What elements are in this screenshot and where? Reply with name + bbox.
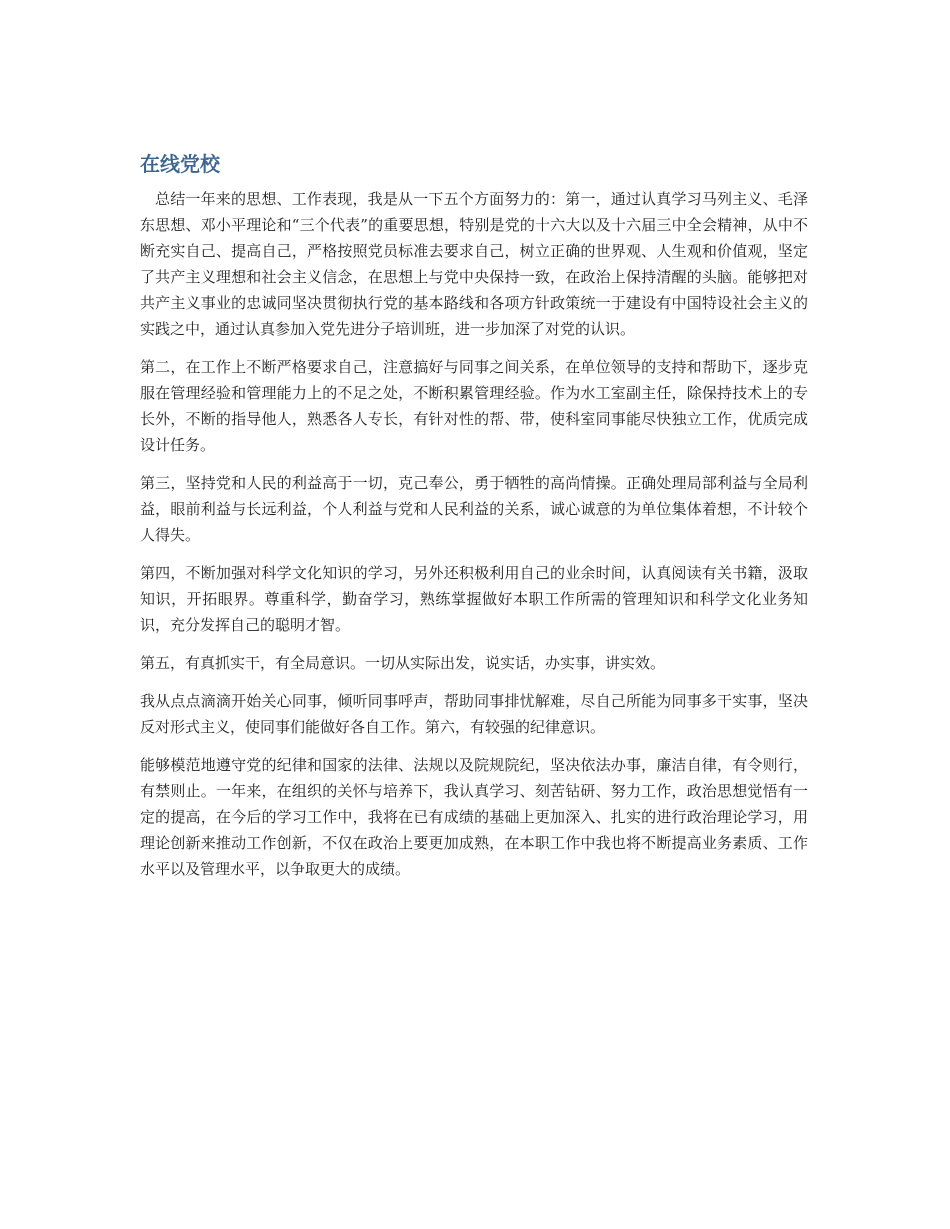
paragraph-2: 第二，在工作上不断严格要求自己，注意搞好与同事之间关系，在单位领导的支持和帮助下，逐步克服在管理经验和管理能力上的不足之处，不断积累管理经验。作为水工室副主任，除保持技术上的专长外，不断的指导他人，熟悉各人专长，有针对性的帮、带，使科室同事能尽快独立工作，优质完成设计任务。	[140, 358, 808, 454]
paragraph-6: 我从点点滴滴开始关心同事，倾听同事呼声，帮助同事排忧解难，尽自己所能为同事多干实事，坚决反对形式主义，使同事们能做好各自工作。第六，有较强的纪律意识。	[140, 692, 808, 736]
paragraph-7: 能够模范地遵守党的纪律和国家的法律、法规以及院规院纪，坚决依法办事，廉洁自律，有令则行，有禁则止。一年来，在组织的关怀与培养下，我认真学习、刻苦钻研、努力工作，政治思想觉悟有一定的提高，在今后的学习工作中，我将在已有成绩的基础上更加深入、扎实的进行政治理论学习，用理论创新来推动工作创新，不仅在政治上要更加成熟，在本职工作中我也将不断提高业务素质、工作水平以及管理水平，以争取更大的成绩。	[140, 756, 808, 878]
document-title: 在线党校	[140, 152, 220, 176]
paragraph-1: 总结一年来的思想、工作表现，我是从一下五个方面努力的：第一，通过认真学习马列主义、毛泽东思想、邓小平理论和“三个代表”的重要思想，特别是党的十六大以及十六届三中全会精神，从中不断充实自己、提高自己，严格按照党员标准去要求自己，树立正确的世界观、人生观和价值观，坚定了共产主义理想和社会主义信念，在思想上与党中央保持一致，在政治上保持清醒的头脑。能够把对共产主义事业的忠诚同坚决贯彻执行党的基本路线和各项方针政策统一于建设有中国特设社会主义的实践之中，通过认真参加入党先进分子培训班，进一步加深了对党的认识。	[140, 190, 808, 338]
paragraph-3: 第三，坚持党和人民的利益高于一切，克己奉公，勇于牺牲的高尚情操。正确处理局部利益与全局利益，眼前利益与长远利益，个人利益与党和人民利益的关系，诚心诚意的为单位集体着想，不计较个人得失。	[140, 474, 808, 544]
paragraph-5: 第五，有真抓实干，有全局意识。一切从实际出发，说实话，办实事，讲实效。	[140, 654, 666, 672]
document-page	[140, 150, 808, 894]
paragraph-4: 第四，不断加强对科学文化知识的学习，另外还积极利用自己的业余时间，认真阅读有关书籍，汲取知识，开拓眼界。尊重科学，勤奋学习，熟练掌握做好本职工作所需的管理知识和科学文化业务知识，充分发挥自己的聪明才智。	[140, 564, 808, 634]
